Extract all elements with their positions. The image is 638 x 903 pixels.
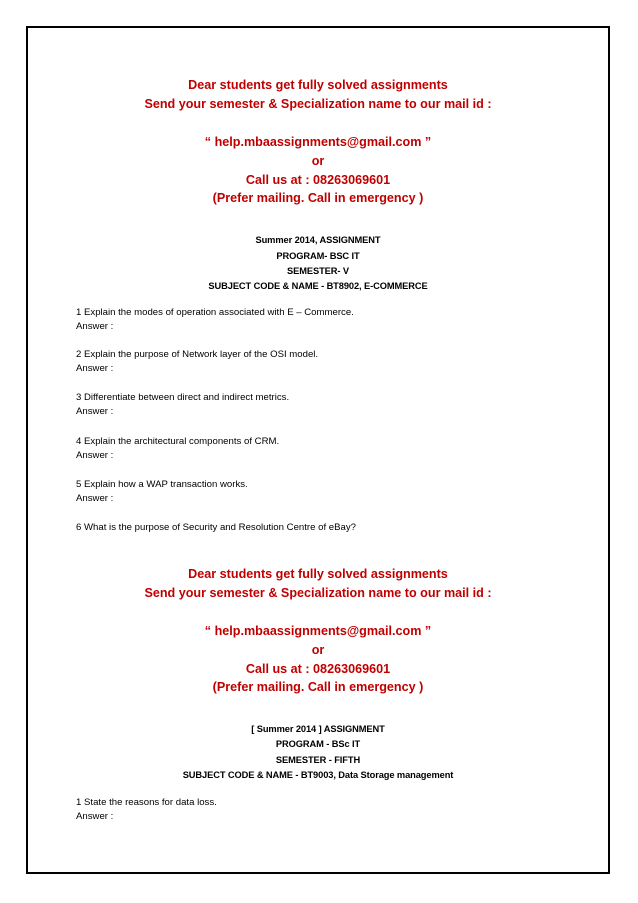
promo-note: (Prefer mailing. Call in emergency )	[212, 191, 424, 205]
assignment-session: [ Summer 2014 ] ASSIGNMENT	[251, 724, 385, 734]
assignment-program: PROGRAM - BSc IT	[275, 739, 361, 749]
answer-label: Answer :	[76, 450, 114, 461]
question-text: 4 Explain the architectural components of CRM.	[76, 436, 280, 447]
answer-label: Answer :	[76, 811, 114, 822]
answer-label: Answer :	[76, 363, 114, 374]
question-text: 2 Explain the purpose of Network layer of the OSI model.	[76, 349, 319, 360]
assignment-session: Summer 2014, ASSIGNMENT	[255, 235, 381, 245]
promo-or: or	[311, 643, 325, 657]
assignment-program: PROGRAM- BSC IT	[276, 251, 360, 261]
answer-label: Answer :	[76, 493, 114, 504]
promo-line-2: Send your semester & Specialization name to our mail id :	[144, 97, 492, 111]
answer-label: Answer :	[76, 406, 114, 417]
assignment-subject: SUBJECT CODE & NAME - BT8902, E-COMMERCE	[208, 281, 428, 291]
question-text: 1 State the reasons for data loss.	[76, 797, 217, 808]
answer-label: Answer :	[76, 321, 114, 332]
question-text: 6 What is the purpose of Security and Resolution Centre of eBay?	[76, 522, 356, 533]
promo-phone: Call us at : 08263069601	[245, 662, 391, 676]
assignment-subject: SUBJECT CODE & NAME - BT9003, Data Storage management	[182, 770, 454, 780]
promo-note: (Prefer mailing. Call in emergency )	[212, 680, 424, 694]
promo-line-2: Send your semester & Specialization name to our mail id :	[144, 586, 492, 600]
promo-phone: Call us at : 08263069601	[245, 173, 391, 187]
promo-or: or	[311, 154, 325, 168]
promo-email: “ help.mbaassignments@gmail.com ”	[204, 624, 432, 638]
promo-line-1: Dear students get fully solved assignments	[188, 567, 448, 581]
question-text: 3 Differentiate between direct and indirect metrics.	[76, 392, 290, 403]
assignment-semester: SEMESTER- V	[287, 266, 349, 276]
question-text: 1 Explain the modes of operation associated with E – Commerce.	[76, 307, 354, 318]
promo-line-1: Dear students get fully solved assignments	[188, 78, 448, 92]
question-text: 5 Explain how a WAP transaction works.	[76, 479, 248, 490]
promo-email: “ help.mbaassignments@gmail.com ”	[204, 135, 432, 149]
assignment-semester: SEMESTER - FIFTH	[275, 755, 361, 765]
